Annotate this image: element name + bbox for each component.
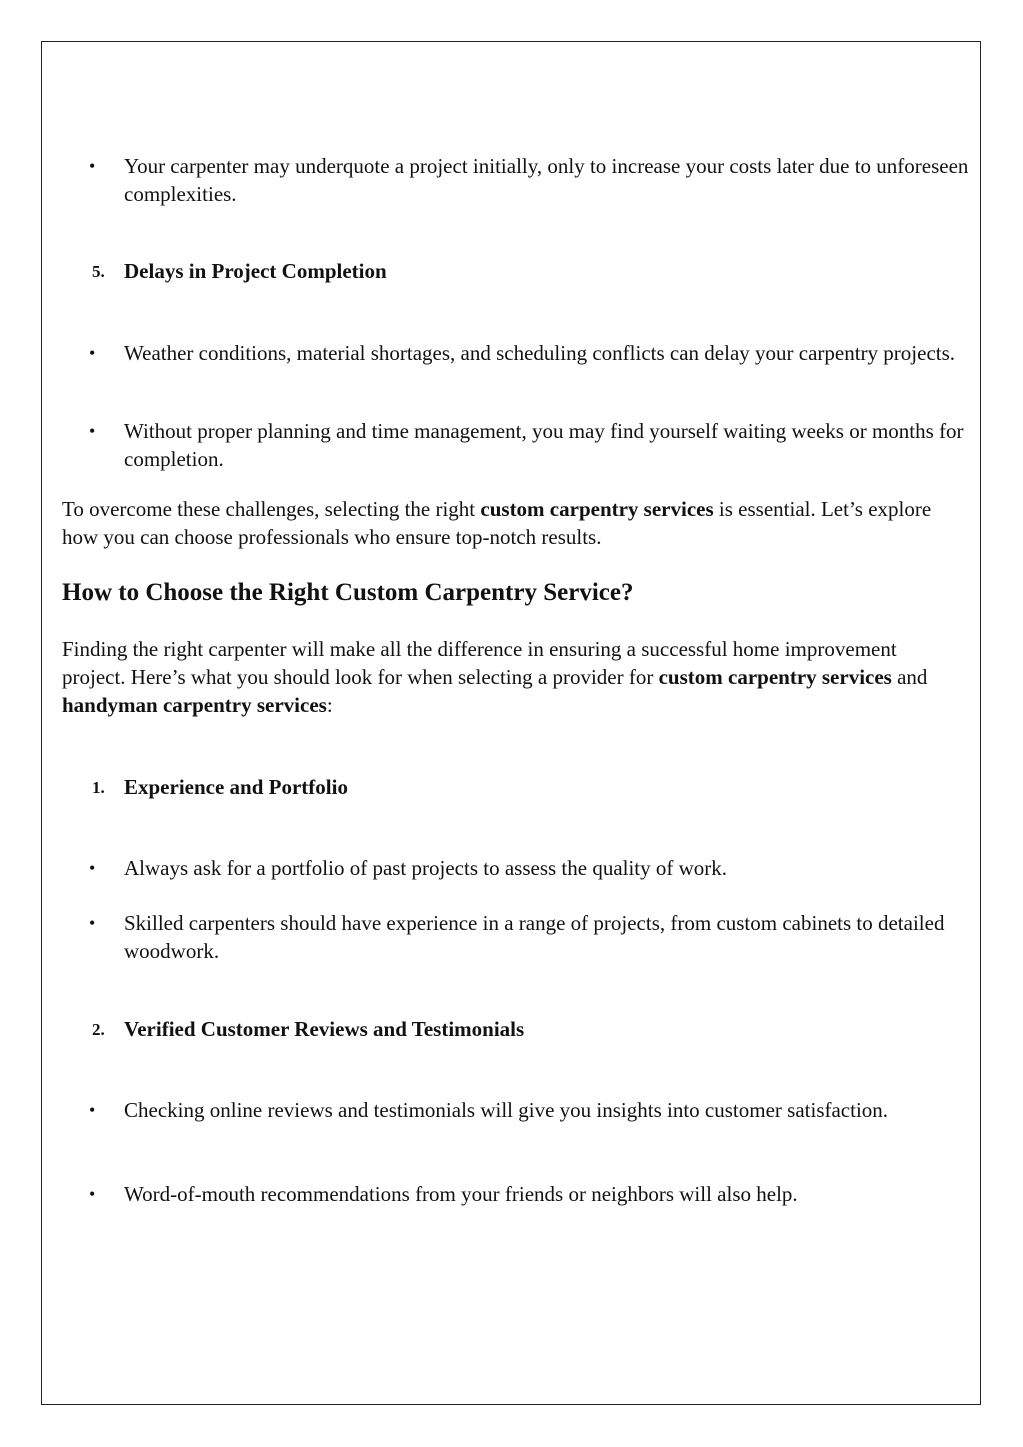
list-item-planning: Without proper planning and time management, you may find yourself waiting weeks or months for completion.	[124, 419, 964, 471]
bullet-marker: •	[89, 343, 96, 363]
bullet-marker: •	[89, 421, 96, 441]
list-number-reviews: 2.	[92, 1020, 105, 1039]
overcome-text-1: To overcome these challenges, selecting the right	[62, 497, 481, 521]
list-item-skilled: Skilled carpenters should have experience in a range of projects, from custom cabinets to detailed woodwork.	[124, 911, 945, 963]
paragraph-intro	[62, 635, 962, 719]
subheading-delays: Delays in Project Completion	[124, 259, 387, 283]
intro-text-2: and	[891, 665, 928, 689]
bullet-marker: •	[89, 1184, 96, 1204]
list-item-word-of-mouth: Word-of-mouth recommendations from your friends or neighbors will also help.	[124, 1182, 798, 1206]
overcome-text-2: is essential. Let’s explore how you can choose professionals who ensure top-notch results.	[62, 497, 932, 549]
bullet-marker: •	[89, 858, 96, 878]
subheading-experience: Experience and Portfolio	[124, 775, 348, 799]
intro-text-1: Finding the right carpenter will make all the difference in ensuring a successful home improvement project. Here’s what you should look for when selecting a provider for	[62, 637, 897, 689]
intro-text-3: :	[326, 693, 333, 717]
list-number-experience: 1.	[92, 778, 105, 797]
list-item-underquote: Your carpenter may underquote a project initially, only to increase your costs later due to unforeseen complexities.	[124, 154, 969, 206]
list-item-online-reviews: Checking online reviews and testimonials will give you insights into customer satisfaction.	[124, 1098, 889, 1122]
bullet-marker: •	[89, 156, 96, 176]
list-item-portfolio: Always ask for a portfolio of past projects to assess the quality of work.	[124, 856, 728, 880]
list-item-weather: Weather conditions, material shortages, and scheduling conflicts can delay your carpentry projects.	[124, 341, 956, 365]
bullet-marker: •	[89, 1100, 96, 1120]
overcome-bold-custom-carpentry: custom carpentry services	[480, 497, 714, 521]
intro-bold-custom-carpentry: custom carpentry services	[658, 665, 892, 689]
bullet-marker: •	[89, 913, 96, 933]
intro-bold-handyman: handyman carpentry services	[62, 693, 327, 717]
section-heading: How to Choose the Right Custom Carpentry Service?	[62, 579, 634, 606]
subheading-reviews: Verified Customer Reviews and Testimonials	[124, 1017, 525, 1041]
list-number-delays: 5.	[92, 262, 105, 281]
paragraph-overcome	[62, 495, 962, 551]
